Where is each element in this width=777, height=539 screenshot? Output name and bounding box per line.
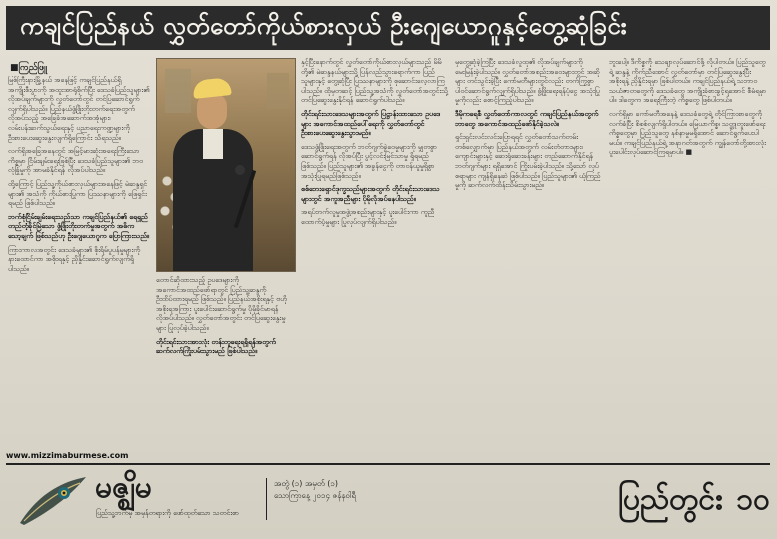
feather-logo-icon [14,471,92,529]
byline-block [10,62,154,75]
logo-tagline: ပြည်သူ့ဘက်မှ အမှန်တရားကို ဖော်ထုတ်သော သတင်းစာ [96,509,239,517]
issue-line-2: သောကြာနေ့ ၂၀၁၄ ဇန်နဝါရီ [274,491,357,500]
issue-info [274,478,494,520]
article-column-4 [455,58,603,450]
article-paragraph: တိုင်းရင်းသားဒေသများအတွက် ပြဋ္ဌာန်းထားသော ဥပဒေများ အကောင်အထည်ပေါ်ရေးကို လွှတ်တော်တွင် ဦးစားပေးဆွေးနွေးသွားမည်။ [301,109,441,138]
article-paragraph: ဒီမိုကရေစီ လွှတ်တော်ကာလတွင် ကချင်ပြည်နယ်အတွက် ဘာတွေ အကောင်အထည်ဖော်နိုင်ခဲ့သလဲ။ [455,109,599,128]
section-label: ပြည်တွင်း [618,482,723,517]
article-paragraph: ထို့ကြောင့် ပြည်သူ့ကိုယ်စားလှယ်များအနေဖြင့် မဲဆန္ဒရှင်များ၏ အသံကို ကိုယ်စားပြုကာ ပြဿနာများကို ဖြေရှင်းရမည် ဖြစ်ပါသည်။ [8,179,148,208]
site-url: www.mizzimaburmese.com [6,451,129,460]
photo-speaker-collar [203,129,223,159]
article-paragraph: ရှင်းရှင်းလင်းလင်းပြောရရင် လွှတ်တော်သက်တမ်း တစ်လျှောက်မှာ ပြည်နယ်အတွက် လမ်းတံတားများ၊ ကျောင်းများနှင့် ဆေးရုံဆေးခန်းများ တည်ဆောက်နိုင်ရန် ဘတ်ဂျက်များ ရရှိအောင် ကြိုးပမ်းခဲ့ပါသည်။ သို့သော် လုပ်စရာများ ကျန်ရှိနေဆဲ ဖြစ်ပါသည်။ ပြည်သူများ၏ ယုံကြည်မှုကို ဆက်လက်ထိန်းသိမ်းသွားမည်။ [455,133,601,190]
footer-rule [6,463,770,465]
photo-background [165,69,191,113]
article-paragraph: လက်ရှိအခြေအနေတွင် အမြင့်မားဆုံးအရေးကြီးသော ကိစ္စမှာ ငြိမ်းချမ်းရေးဖြစ်ပြီး ဒေသခံပြည်သူများ၏ ဘဝလုံခြုံမှုကို အာမခံနိုင်ရန် လိုအပ်ပါသည်။ [8,147,143,175]
article-paragraph: နှင့်ပြီးနောက်တွင် လွှတ်တော်ကိုယ်စားလှယ်များသည် မိမိတို့၏ မဲဆန္ဒနယ်များသို့ ပြန်လည်သွားရောက်ကာ ပြည်သူများနှင့် တွေ့ဆုံပြီး ပြဿနာများကို စုဆောင်းလေ့လာကြပါသည်။ ထိုမှတဆင့် ပြည်သူ့အသံကို လွှတ်တော်အတွင်းသို့ တင်ပြဆွေးနွေးနိုင်ရန် ဆောင်ရွက်ပါသည်။ [301,58,449,105]
article-paragraph: တောင်ဆိုထားသည့် ဥပဒေများကို အကောင်အထည်ဖော်ရာတွင် ပြည်သူ့ဆန္ဒကို ဦးထိပ်ထားရမည် ဖြစ်သည်။ ပြည်နယ်အစိုးရနှင့် ဗဟိုအစိုးရအကြား ပူးပေါင်းဆောင်ရွက်မှု ပိုမိုခိုင်မာရန် လိုအပ်ပါသည်။ လွှတ်တော်အတွင်း တင်ပြဆွေးနွေးမှုများ ပြုလုပ်ခဲ့ပါသည်။ [156,276,287,332]
headline: ကချင်ပြည်နယ် လွှတ်တော်ကိုယ်စားလှယ် ဦးဂျေယောဂူနှင့်တွေ့ဆုံခြင်း [6,6,770,50]
article-paragraph: ဒေသဖွံ့ဖြိုးရေးအတွက် ဘတ်ဂျက်ခွဲဝေမှုများကို မျှတစွာ ဆောင်ရွက်ရန် လိုအပ်ပြီး ပွင့်လင်းမြင်သာမှု ရှိရမည် ဖြစ်သည်။ ပြည်သူများ၏ အခွန်ငွေကို တာဝန်ယူမှုရှိစွာ အသုံးပြုရမည်ဖြစ်သည်။ [301,142,437,180]
article-paragraph: ဘူးပေါ့။ ဒီကိစ္စကို သေချာလုပ်ဆောင်ဖို့ လိုပါတယ်။ ပြည်သူတွေရဲ့ ဆန္ဒနဲ့ ကိုက်ညီအောင် လွှတ်တော်မှာ တင်ပြဆွေးနွေးပြီး အစိုးရနဲ့ ညှိနှိုင်းရမှာ ဖြစ်ပါတယ်။ ကချင်ပြည်နယ်ရဲ့ သဘာဝသယံဇာတတွေကို ဒေသခံတွေ အကျိုးခံစားခွင့်ရအောင် စီမံရမှာပါ။ ဒါတွေက အရေးကြီးတဲ့ ကိစ္စတွေ ဖြစ်ပါတယ်။ [609,58,767,105]
article-column-2 [156,276,294,450]
article-paragraph: မှတွေ့ဆုံခဲ့ကြပြီး ဒေသခံလူထု၏ လိုအပ်ချက်များကို မေးမြန်းခဲ့ပါသည်။ လွှတ်တော်အစည်းအဝေးများတွင် အဆိုများ တင်သွင်းခဲ့ပြီး ကော်မတီများတွင်လည်း တက်ကြွစွာ ပါဝင်ဆောင်ရွက်လျက်ရှိပါသည်။ ဖွံ့ဖြိုးရေးရန်ပုံငွေ အသုံးပြုမှုကိုလည်း စောင့်ကြည့်ပါသည်။ [455,58,600,105]
footer-divider [266,478,267,520]
article-column-1 [8,76,150,466]
photo-speaker-head [197,93,227,129]
photo-speaker-headwear [192,77,232,99]
byline: ■ကြည်ဖြူ [10,63,47,73]
article-paragraph: ကြားကာလအတွင်း ဒေသခံများ၏ စိုးရိမ်ပူပန်မှုများကို နားထောင်ကာ အစိုးရနှင့် ညှိနှိုင်းဆောင်ရွက်လျက်ရှိပါသည်။ [8,245,141,273]
article-paragraph: မြစ်ကြီးနားမြို့နယ် အနေဖြင့် ကချင်ပြည်နယ်ရှိ အကျိုးစီးပွားကို အထူးအာရုံစိုက်ပြီး ဒေသခံပြည်သူများ၏ လိုအပ်ချက်များကို လွှတ်တော်တွင် တင်ပြဆောင်ရွက်လျက်ရှိပါသည်။ ပြည်နယ်ဖွံ့ဖြိုးတိုးတက်ရေးအတွက် လိုအပ်သည့် အခြေခံအဆောက်အအုံများ၊ လမ်းပန်းဆက်သွယ်ရေးနှင့် ပညာရေးကဏ္ဍများကို ဦးစားပေးဆွေးနွေးလျက်ရှိကြောင်း သိရသည်။ [8,76,150,142]
article-paragraph: စစ်ဘေးရှောင်ဒုက္ခသည်များအတွက် တိုင်းရင်းသားဒေသများတွင် အကူအညီများ ပိုမိုလိုအပ်နေပါသည်။ [301,185,440,203]
article-column-5 [609,58,769,450]
article-paragraph: လက်ရှိမှာ ကော်မတီအနေနဲ့ ဒေသခံတွေရဲ့ တိုင်ကြားစာတွေကို လက်ခံပြီး စိစစ်လျက်ရှိပါတယ်။ မြေယာကိစ္စ၊ သတ္တုတူးဖော်ရေးကိစ္စတွေမှာ ပြည်သူတွေ နစ်နာမှုမရှိအောင် ဆောင်ရွက်ပေးပါမယ်။ ကချင်ပြည်နယ်ရဲ့ အနာဂတ်အတွက် ကျွန်တော်တို့အားလုံး ပူးပေါင်းလုပ်ဆောင်ကြရမှာပါ။ ■ [609,109,766,157]
logo-wordmark: မဇ္ဈိမ [95,470,152,505]
issue-line-1: အတွဲ (၁) အမှတ် (၁) [274,479,338,488]
article-paragraph: ဘက်စုံငြိမ်းချမ်းရေးသည်သာ ကချင်ပြည်နယ်၏ ရေရှည်တည်တံ့ခိုင်မြဲသော ဖွံ့ဖြိုးတိုးတက်မှုအတွက် အဓိကသော့ချက် ဖြစ်သည်ဟု ဦးဂျေယောဂူက ပြောကြားသည်။ [8,212,150,240]
microphone-head [235,165,245,175]
article-paragraph: အရပ်ဘက်လူမှုအဖွဲ့အစည်းများနှင့် ပူးပေါင်းကာ ကူညီထောက်ပံ့မှုများ ပြုလုပ်လျက်ရှိပါသည်။ [301,208,435,226]
photo-background [267,73,289,109]
page-number: ၁၀ [736,482,770,517]
article-paragraph: တိုင်းရင်းသားအားလုံး တန်းတူရေးရရှိရန်အတွက် ဆက်လက်ကြိုးပမ်းသွားမည် ဖြစ်ပါသည်။ [156,337,276,356]
article-photo [156,58,296,272]
article-column-3 [301,58,449,450]
